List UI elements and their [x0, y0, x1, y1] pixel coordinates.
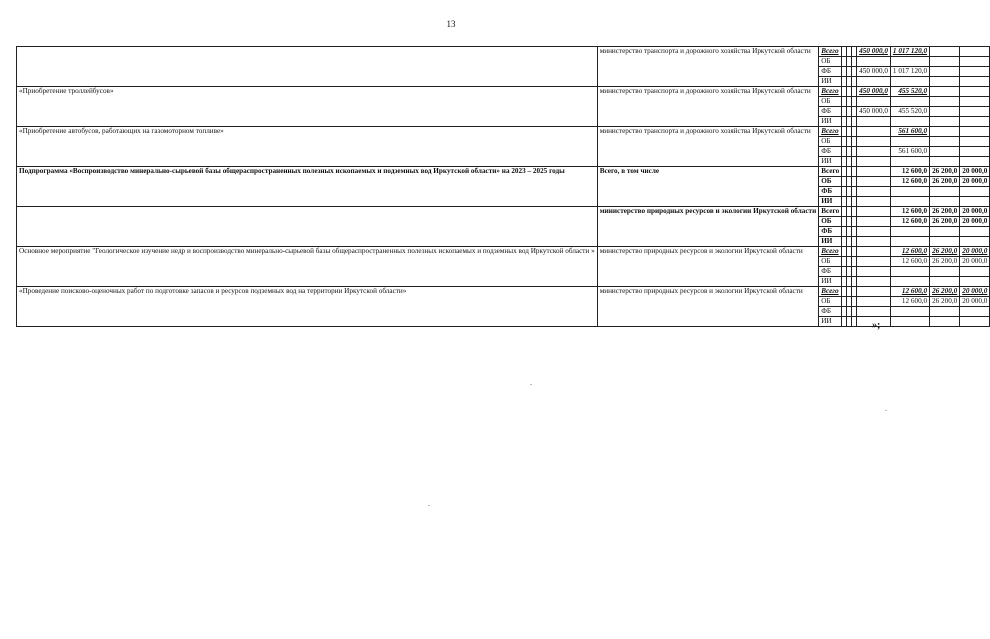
value-cell: 12 600,0 [890, 297, 929, 307]
scan-speck [885, 410, 887, 411]
value-cell: 26 200,0 [930, 287, 960, 297]
value-cell [930, 57, 960, 67]
value-cell: 450 000,0 [857, 87, 891, 97]
executor-cell: министерство природных ресурсов и экологии Иркутской области [597, 287, 819, 327]
value-cell [890, 277, 929, 287]
value-cell [960, 317, 990, 327]
value-cell [890, 317, 929, 327]
table-row [17, 47, 990, 57]
table-row [17, 167, 990, 177]
value-cell [930, 187, 960, 197]
measure-name-cell: Подпрограмма «Воспроизводство минерально-сырьевой базы общераспространенных полезных ископаемых и подземных вод Иркутской области» на 2023 – 2025 годы [17, 167, 598, 207]
value-cell: 20 000,0 [960, 287, 990, 297]
value-cell: 1 017 120,0 [890, 47, 929, 57]
funding-source-cell: ИИ [819, 317, 842, 327]
value-cell [930, 137, 960, 147]
funding-source-cell: ИИ [819, 77, 842, 87]
value-cell [890, 307, 929, 317]
value-cell [930, 197, 960, 207]
value-cell [930, 317, 960, 327]
value-cell [857, 187, 891, 197]
value-cell [930, 227, 960, 237]
value-cell: 561 600,0 [890, 147, 929, 157]
value-cell [930, 107, 960, 117]
value-cell [930, 47, 960, 57]
scan-speck [530, 384, 532, 385]
value-cell [930, 307, 960, 317]
value-cell [960, 157, 990, 167]
funding-source-cell: ИИ [819, 117, 842, 127]
value-cell [960, 57, 990, 67]
executor-cell: министерство транспорта и дорожного хозяйства Иркутской области [597, 47, 819, 87]
value-cell [890, 227, 929, 237]
value-cell [857, 197, 891, 207]
funding-source-cell: Всего [819, 247, 842, 257]
value-cell [930, 117, 960, 127]
funding-source-cell: ФБ [819, 227, 842, 237]
value-cell [857, 117, 891, 127]
table-row [17, 287, 990, 297]
value-cell [857, 97, 891, 107]
value-cell [960, 97, 990, 107]
value-cell [857, 167, 891, 177]
funding-source-cell: Всего [819, 287, 842, 297]
value-cell [890, 237, 929, 247]
value-cell [930, 77, 960, 87]
value-cell [960, 117, 990, 127]
table-row [17, 207, 990, 217]
funding-source-cell: Всего [819, 47, 842, 57]
value-cell: 450 000,0 [857, 107, 891, 117]
value-cell [857, 157, 891, 167]
measure-name-cell [17, 47, 598, 87]
value-cell: 12 600,0 [890, 177, 929, 187]
value-cell: 20 000,0 [960, 177, 990, 187]
value-cell: 20 000,0 [960, 167, 990, 177]
value-cell [857, 237, 891, 247]
value-cell: 1 017 120,0 [890, 67, 929, 77]
funding-source-cell: ФБ [819, 267, 842, 277]
value-cell [930, 237, 960, 247]
value-cell [960, 137, 990, 147]
value-cell [890, 97, 929, 107]
funding-source-cell: ОБ [819, 177, 842, 187]
value-cell [857, 217, 891, 227]
funding-source-cell: ФБ [819, 187, 842, 197]
funding-source-cell: Всего [819, 167, 842, 177]
value-cell: 20 000,0 [960, 297, 990, 307]
value-cell [960, 267, 990, 277]
funding-source-cell: ФБ [819, 307, 842, 317]
funding-source-cell: Всего [819, 127, 842, 137]
funding-source-cell: ОБ [819, 137, 842, 147]
funding-source-cell: ОБ [819, 297, 842, 307]
value-cell [857, 307, 891, 317]
value-cell [960, 127, 990, 137]
value-cell: 20 000,0 [960, 247, 990, 257]
value-cell [857, 57, 891, 67]
funding-source-cell: ИИ [819, 277, 842, 287]
value-cell [857, 257, 891, 267]
value-cell [890, 77, 929, 87]
value-cell [857, 227, 891, 237]
value-cell [857, 207, 891, 217]
value-cell [930, 267, 960, 277]
value-cell: 12 600,0 [890, 257, 929, 267]
value-cell [960, 227, 990, 237]
value-cell [960, 187, 990, 197]
value-cell: 12 600,0 [890, 167, 929, 177]
value-cell: 26 200,0 [930, 177, 960, 187]
value-cell [930, 97, 960, 107]
value-cell [930, 147, 960, 157]
value-cell [857, 247, 891, 257]
value-cell [930, 67, 960, 77]
executor-cell: министерство транспорта и дорожного хозяйства Иркутской области [597, 127, 819, 167]
value-cell [960, 237, 990, 247]
value-cell [857, 137, 891, 147]
value-cell: 455 520,0 [890, 107, 929, 117]
table-row [17, 247, 990, 257]
value-cell [857, 127, 891, 137]
value-cell: 26 200,0 [930, 217, 960, 227]
funding-source-cell: ИИ [819, 197, 842, 207]
value-cell [960, 277, 990, 287]
budget-table [16, 46, 990, 327]
value-cell [857, 287, 891, 297]
value-cell: 12 600,0 [890, 247, 929, 257]
value-cell [857, 297, 891, 307]
value-cell [960, 87, 990, 97]
value-cell [857, 267, 891, 277]
funding-source-cell: ФБ [819, 147, 842, 157]
measure-name-cell: «Приобретение троллейбусов» [17, 87, 598, 127]
value-cell: 20 000,0 [960, 217, 990, 227]
value-cell [960, 197, 990, 207]
value-cell [890, 137, 929, 147]
value-cell [890, 267, 929, 277]
funding-source-cell: ОБ [819, 97, 842, 107]
value-cell [857, 77, 891, 87]
value-cell [960, 47, 990, 57]
value-cell: 26 200,0 [930, 297, 960, 307]
page-number: 13 [446, 19, 456, 29]
value-cell [890, 117, 929, 127]
executor-cell: министерство транспорта и дорожного хозяйства Иркутской области [597, 87, 819, 127]
value-cell [960, 147, 990, 157]
funding-source-cell: ФБ [819, 107, 842, 117]
measure-name-cell: «Приобретение автобусов, работающих на газомоторном топливе» [17, 127, 598, 167]
value-cell: 26 200,0 [930, 247, 960, 257]
executor-cell: министерство природных ресурсов и экологии Иркутской области [597, 247, 819, 287]
table-row [17, 127, 990, 137]
funding-source-cell: ОБ [819, 257, 842, 267]
value-cell [930, 87, 960, 97]
value-cell [960, 67, 990, 77]
executor-cell: министерство природных ресурсов и экологии Иркутской области [597, 207, 819, 247]
value-cell: 455 520,0 [890, 87, 929, 97]
value-cell [890, 157, 929, 167]
funding-source-cell: ФБ [819, 67, 842, 77]
value-cell: 26 200,0 [930, 167, 960, 177]
value-cell: 561 600,0 [890, 127, 929, 137]
value-cell [930, 277, 960, 287]
measure-name-cell [17, 207, 598, 247]
funding-source-cell: Всего [819, 207, 842, 217]
funding-source-cell: ИИ [819, 157, 842, 167]
value-cell [857, 147, 891, 157]
measure-name-cell: Основное мероприятие "Геологическое изучение недр и воспроизводство минерально-сырьевой базы общераспространенных полезных ископаемых и подземных вод Иркутской области » [17, 247, 598, 287]
funding-source-cell: Всего [819, 87, 842, 97]
value-cell: 450 000,0 [857, 47, 891, 57]
value-cell [890, 187, 929, 197]
executor-cell: Всего, в том числе [597, 167, 819, 207]
funding-source-cell: ИИ [819, 237, 842, 247]
table-row [17, 87, 990, 97]
value-cell [890, 57, 929, 67]
value-cell: 20 000,0 [960, 257, 990, 267]
value-cell [930, 157, 960, 167]
value-cell [930, 127, 960, 137]
closing-mark: »; [872, 320, 881, 331]
value-cell: 26 200,0 [930, 207, 960, 217]
value-cell [960, 77, 990, 87]
value-cell [960, 307, 990, 317]
scan-speck [428, 505, 430, 506]
value-cell: 12 600,0 [890, 217, 929, 227]
value-cell [890, 197, 929, 207]
value-cell [960, 107, 990, 117]
value-cell [857, 177, 891, 187]
measure-name-cell: «Проведение поисково-оценочных работ по подготовке запасов и ресурсов подземных вод на территории Иркутской области» [17, 287, 598, 327]
funding-source-cell: ОБ [819, 217, 842, 227]
funding-source-cell: ОБ [819, 57, 842, 67]
value-cell: 26 200,0 [930, 257, 960, 267]
value-cell [857, 277, 891, 287]
value-cell: 12 600,0 [890, 207, 929, 217]
value-cell: 450 000,0 [857, 67, 891, 77]
value-cell: 12 600,0 [890, 287, 929, 297]
value-cell: 20 000,0 [960, 207, 990, 217]
